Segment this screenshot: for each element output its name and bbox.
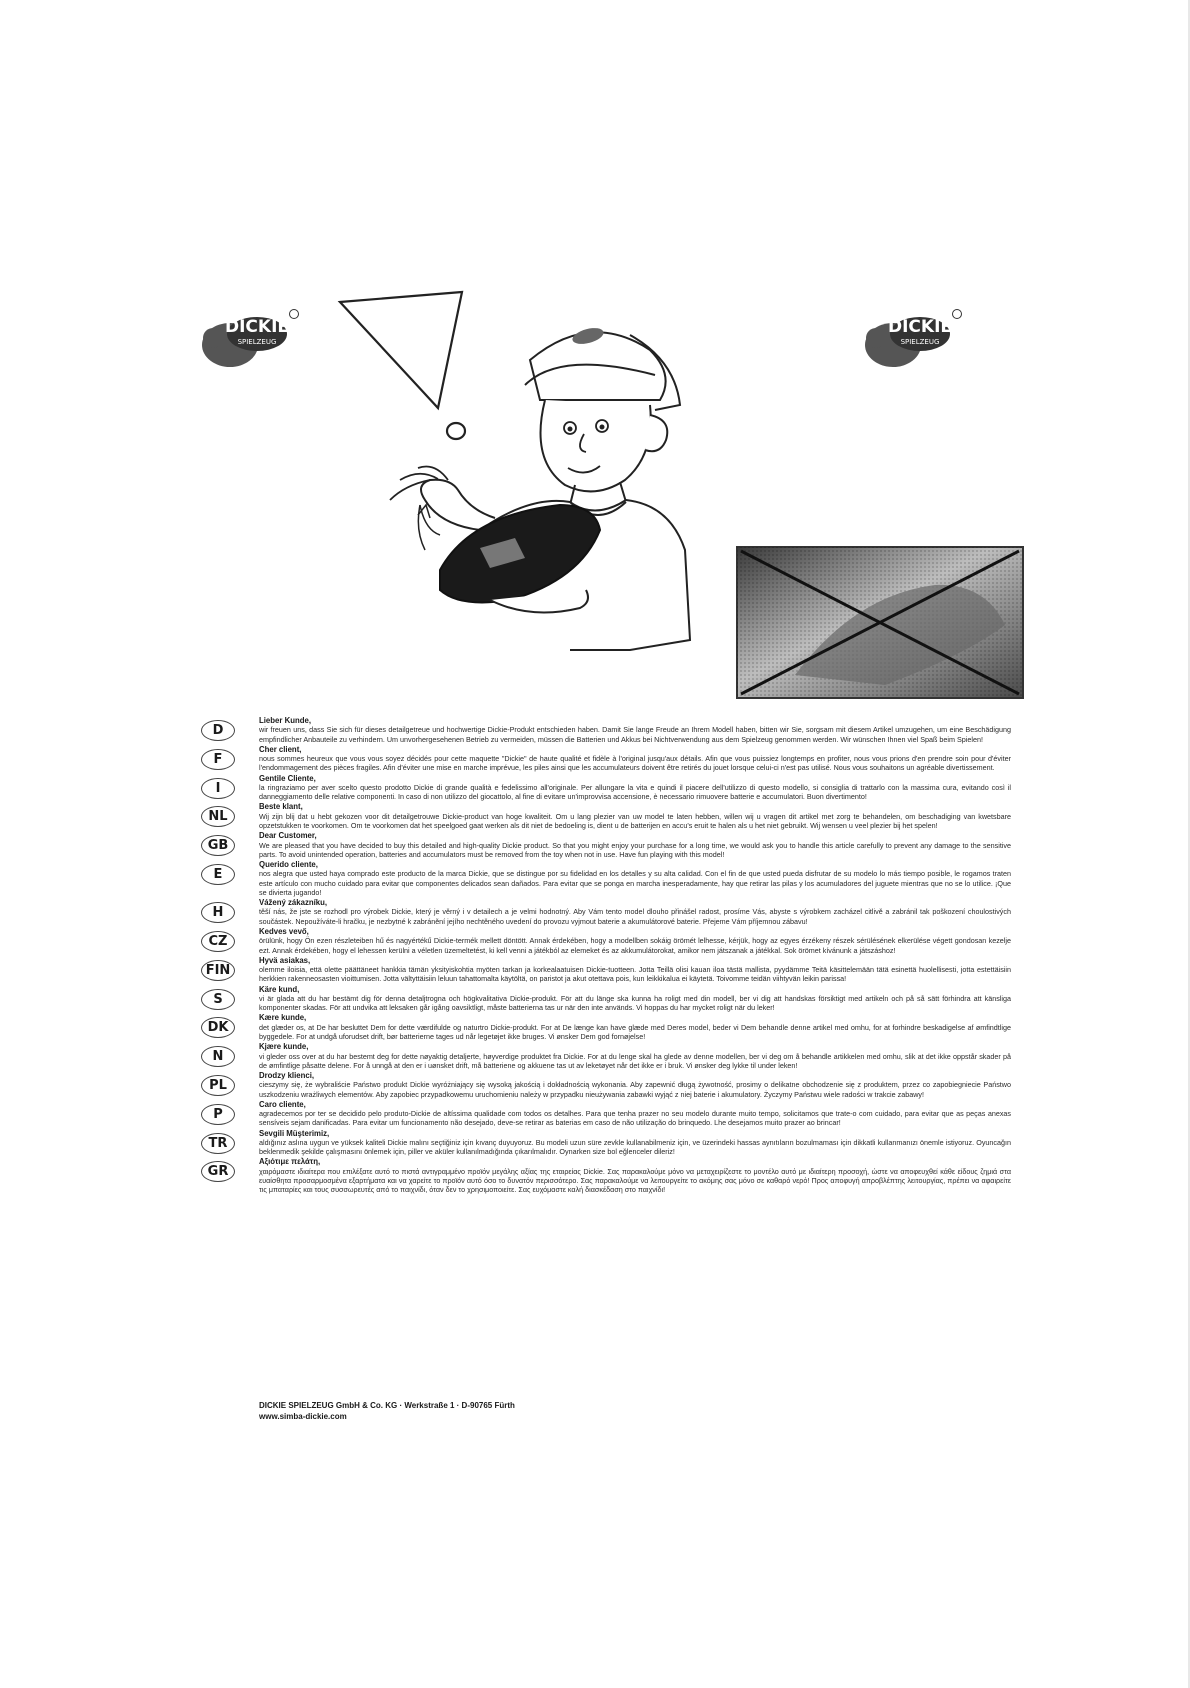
instruction-text: aldığınız aslına uygun ve yüksek kaliteli Dickie malını seçtiğiniz için kıvanç duyuyoruz. Bu modeli uzun süre zevkle kullanabilmeniz için, ve üzerindeki hassas aynıtıların bozulmaması için dikkatli kullanmanızı önemle istiyoruz. Oyuncağın beklenmedik şekilde çalışmasını önlemek için, piller ve aküler kullanılmadığında çıkarılmalıdır. Oynarken size bol eğlenceler dileriz! <box>259 1137 1011 1157</box>
language-badge: GR <box>201 1161 235 1182</box>
language-badge: D <box>201 720 235 741</box>
instruction-text: χαιρόμαστε ιδιαίτερα που επιλέξατε αυτό το πιστά αντιγραμμένο προϊόν μεγάλης αξίας της εταιρείας Dickie. Σας παρακαλούμε μόνο να μεταχειρίζεστε το μοντέλο αυτό με ιδιαίτερη προσοχή, ώστε να αποφευχθεί κάθε είδους ζημιά στα ευαίσθητα προσαρμοσμένα εξαρτήματα και να χαρείτε το προϊόν αυτό όσο το δυνατόν περισσότερο. Σας παρακαλούμε να λειτουργείτε το ακόμης σας μόνο σε καθαρό νερό! Προς αποφυγή απροβλέπτης λειτουργίας, πρέπει να αφαιρείτε τις μπαταρίες και τους συσσωρευτές από το παιχνίδι, όταν δεν το χρησιμοποιείτε. Σας ευχόμαστε καλή διασκέδαση στο παιχνίδι! <box>259 1166 1011 1195</box>
instruction-text: wir freuen uns, dass Sie sich für dieses detailgetreue und hochwertige Dickie-Produkt entschieden haben. Damit Sie lange Freude an Ihrem Modell haben, bitten wir Sie, sorgsam mit diesem Artikel umzugehen, um eine Beschädigung empfindlicher Anbauteile zu verhindern. Um unvorhergesehenen Betrieb zu vermeiden, müssen die Batterien und Akkus bei Nichtverwendung aus dem Spielzeug genommen werden. Wir wünschen Ihnen viel Spaß beim Spielen! <box>259 725 1011 744</box>
instruction-list <box>201 716 1011 1195</box>
greeting: Sevgili Müşterimiz, <box>259 1128 330 1138</box>
exclamation-mark-icon <box>340 292 465 439</box>
greeting: Vážený zákazníku, <box>259 898 328 908</box>
greeting: Querido cliente, <box>259 860 318 870</box>
greeting: Cher client, <box>259 744 302 754</box>
greeting: Kedves vevő, <box>259 926 309 936</box>
greeting: Käre kund, <box>259 984 300 994</box>
language-badge: CZ <box>201 931 235 952</box>
language-badge: FIN <box>201 960 235 981</box>
language-badge: I <box>201 778 235 799</box>
greeting: Hyvä asiakas, <box>259 955 311 965</box>
greeting: Kjære kunde, <box>259 1042 309 1052</box>
greeting: Drodzy klienci, <box>259 1070 315 1080</box>
instruction-text: nos alegra que usted haya comprado este producto de la marca Dickie, que se distingue por su fidelidad en los detalles y su alta calidad. Con el fin de que usted pueda disfrutar de su modelo lo más tiempo posible, le rogamos traten este artículo con mucho cuidado para evitar que componentes delicados sean dañados. Para evitar que se ponga en marcha inesperadamente, hay que retirar las pilas y los acumuladores del juguete mientras que no se lo utilice. ¡Que se divierta jugando! <box>259 869 1011 897</box>
language-badge: DK <box>201 1017 235 1038</box>
language-badge: NL <box>201 806 235 827</box>
instruction-block-dk <box>201 1013 1011 1041</box>
greeting: Gentile Cliente, <box>259 773 316 783</box>
instruction-block-cz <box>201 927 1011 955</box>
dickie-logo-left <box>195 300 305 380</box>
company-footer <box>259 1400 859 1422</box>
greeting: Caro cliente, <box>259 1099 306 1109</box>
instruction-text: vi är glada att du har bestämt dig för denna detaljtrogna och högkvalitativa Dickie-produkt. För att du länge ska kunna ha roligt med din modell, ber vi dig att handskas försiktigt med artikeln och på så sätt förhindra att känsliga komponenter skadas. För att undvika att leksaken går igång oavsiktligt, måste batterierna tas ur när den inte används. Vi hoppas du har mycket roligt när du leker! <box>259 993 1011 1013</box>
language-badge: H <box>201 902 235 923</box>
company-website: www.simba-dickie.com <box>259 1412 347 1421</box>
instruction-text: la ringraziamo per aver scelto questo prodotto Dickie di grande qualità e fedelissimo all'originale. Per allungare la vita e quindi il piacere dell'utilizzo di questo modello, si consiglia di trattarlo con la massima cura, evitando così il danneggiamento delle relative componenti. In caso di non utilizzo del giocattolo, al fine di evitare un'improvvisa accensione, è necessario rimuovere batterie e accumulatori. Buon divertimento! <box>259 783 1011 802</box>
instruction-text: těší nás, že jste se rozhodl pro výrobek Dickie, který je věrný i v detailech a je velmi hodnotný. Aby Vám tento model dlouho přinášel radost, prosíme Vás, abyste s výrobkem zacházel citlivě a zabránil tak poškození choulostivých součástek. Nepoužíváte-li hračku, je nezbytné k zabránění jejího nechtěného uvedení do provozu vyjmout baterie a akumulátorové baterie. Přejeme Vám příjemnou zábavu! <box>259 907 1011 926</box>
instruction-text: We are pleased that you have decided to buy this detailed and high-quality Dickie product. So that you might enjoy your purchase for a long time, we would ask you to handle this article carefully to prevent any damage to the sensitive parts. To avoid unintended operation, batteries and accumulators must be removed from the toy when not in use. Have fun playing with this model! <box>259 840 1011 859</box>
language-badge: PL <box>201 1075 235 1096</box>
instruction-block-i <box>201 774 1011 802</box>
instruction-block-fin <box>201 956 1011 984</box>
instruction-text: agradecemos por ter se decidido pelo produto-Dickie de altíssima qualidade com todos os detalhes. Para que tenha prazer no seu modelo durante muito tempo, solicitamos que trate-o com cuidado, para evitar que as peças anexas sensíveis sejam danificadas. Para evitar um funcionamento não desejado, deve-se retirar as baterias em caso de não utilização do brinquedo. Lhe desejamos muito prazer ao brincar! <box>259 1109 1011 1128</box>
language-badge: P <box>201 1104 235 1125</box>
dickie-logo-right <box>858 300 968 380</box>
language-badge: S <box>201 989 235 1010</box>
crossed-out-photo-icon <box>735 545 1025 700</box>
instruction-text: cieszymy się, że wybraliście Państwo produkt Dickie wyróżniający się wysoką jakością i dokładnością wykonania. Aby zapewnić długą żywotność, prosimy o delikatne obchodzenie się z produktem, przez co zapobiegniecie Państwo uszkodzeniu wrażliwych elementów. Aby zapobiec przypadkowemu uruchomieniu należy w przypadku nieużywania zabawki wyjąć z niej baterie i akumulatory. Życzymy Państwu wiele radości w trakcie zabawy! <box>259 1080 1011 1099</box>
instruction-block-gr <box>201 1157 1011 1194</box>
instruction-block-p <box>201 1100 1011 1128</box>
greeting: Αξιότιμε πελάτη, <box>259 1157 321 1167</box>
instruction-text: Wij zijn blij dat u hebt gekozen voor dit detailgetrouwe Dickie-product van hoge kwaliteit. Om u lang plezier van uw model te laten hebben, willen wij u vragen dit artikel met zorg te behandelen, om beschadiging van kwetsbare opzetstukken te voorkomen. Om te voorkomen dat het speelgoed gaat werken als dit niet de bedoeling is, dient u de batterijen en accu's eruit te halen als u het niet gebruikt. Wij wensen u veel plezier bij het spelen! <box>259 811 1011 831</box>
instruction-block-gb <box>201 831 1011 859</box>
instruction-block-d <box>201 716 1011 744</box>
instruction-block-n <box>201 1042 1011 1070</box>
logo-sub: SPIELZEUG <box>900 338 940 346</box>
greeting: Beste klant, <box>259 802 303 812</box>
instruction-text: vi gleder oss over at du har bestemt deg for dette nøyaktig detaljerte, høyverdige produktet fra Dickie. For at du lenge skal ha glede av denne modellen, ber vi deg om å behandle artikkelen med omhu, slik at det ikke oppstår skader på de ømfintlige påsatte delene. For å unngå at den er i uønsket drift, må batteriene og akkuene tas ut av leketøyet når det ikke er i bruk. Vi ønsker deg lykke til under leken! <box>259 1051 1011 1070</box>
logo-brand: DICKIE <box>224 317 290 337</box>
language-badge: E <box>201 864 235 885</box>
instruction-text: olemme iloisia, että olette päättäneet hankkia tämän yksityiskohtia myöten tarkan ja korkealaatuisen Dickie-tuotteen. Jotta Teillä olisi kauan iloa tästä mallista, pyydämme Teitä käsittelemään tätä esinettä huolellisesti, jotta estettäisiin herkkien rakenneosasten vioittumisen. Jotta vältyttäisiin leluun tahattomalta käytöltä, on paristot ja akut otettava pois, kun leikkikalua ei käytetä. Toivomme teidän viihtyvän leikin parissa! <box>259 965 1011 984</box>
language-badge: F <box>201 749 235 770</box>
instruction-block-f <box>201 745 1011 773</box>
language-badge: N <box>201 1046 235 1067</box>
instruction-block-h <box>201 898 1011 926</box>
logo-sub: SPIELZEUG <box>237 338 277 346</box>
instruction-block-nl <box>201 802 1011 830</box>
instruction-block-tr <box>201 1129 1011 1157</box>
boy-with-cap-holding-toy-car-icon <box>330 290 730 730</box>
greeting: Lieber Kunde, <box>259 716 311 725</box>
greeting: Dear Customer, <box>259 831 317 841</box>
logo-brand: DICKIE <box>887 317 953 337</box>
instruction-block-e <box>201 860 1011 897</box>
language-badge: GB <box>201 835 235 856</box>
instruction-text: örülünk, hogy Ön ezen részleteiben hű és nagyértékű Dickie-termék mellett döntött. Annak érdekében, hogy a modellben sokáig örömét lelhesse, kérjük, hogy az egyes érzékeny részek sérülésének elkerülése végett gondosan kezelje ezt. Annak érdekében, hogy el lehessen kerülni a véletlen üzemeltetést, ki kell venni a játékból az elemeket és az akkumulátorokat, amikor nem játszanak a játékkal. Sok örömet kívánunk a játszáshoz! <box>259 936 1011 955</box>
instruction-block-s <box>201 985 1011 1013</box>
instruction-text: nous sommes heureux que vous vous soyez décidés pour cette maquette "Dickie" de haute qualité et fidèle à l'original jusqu'aux détails. Afin que vous puissiez longtemps en profiter, nous vous prions d'en prendre soin pour d'éviter l'endommagement des pièces fragiles. Afin d'éviter une mise en marche imprévue, les piles ainsi que les accumulateurs doivent être retirés du jouet lorsque celui-ci n'est pas utilisé. Nous vous souhaitons un agréable divertissement. <box>259 754 1011 773</box>
instruction-text: det glæder os, at De har besluttet Dem for dette værdifulde og naturtro Dickie-produkt. For at De længe kan have glæde med Deres model, beder vi Dem behandle denne artikel med omhu, for at forhindre beskadigelse af ømfindtlige byggedele. For at undgå uforudset drift, bør batterierne tages ud når legetøjet ikke bruges. Vi ønsker Dem god fornøjelse! <box>259 1022 1011 1041</box>
greeting: Kære kunde, <box>259 1013 307 1023</box>
company-address: DICKIE SPIELZEUG GmbH & Co. KG · Werkstraße 1 · D-90765 Fürth <box>259 1401 515 1410</box>
instruction-block-pl <box>201 1071 1011 1099</box>
language-badge: TR <box>201 1133 235 1154</box>
